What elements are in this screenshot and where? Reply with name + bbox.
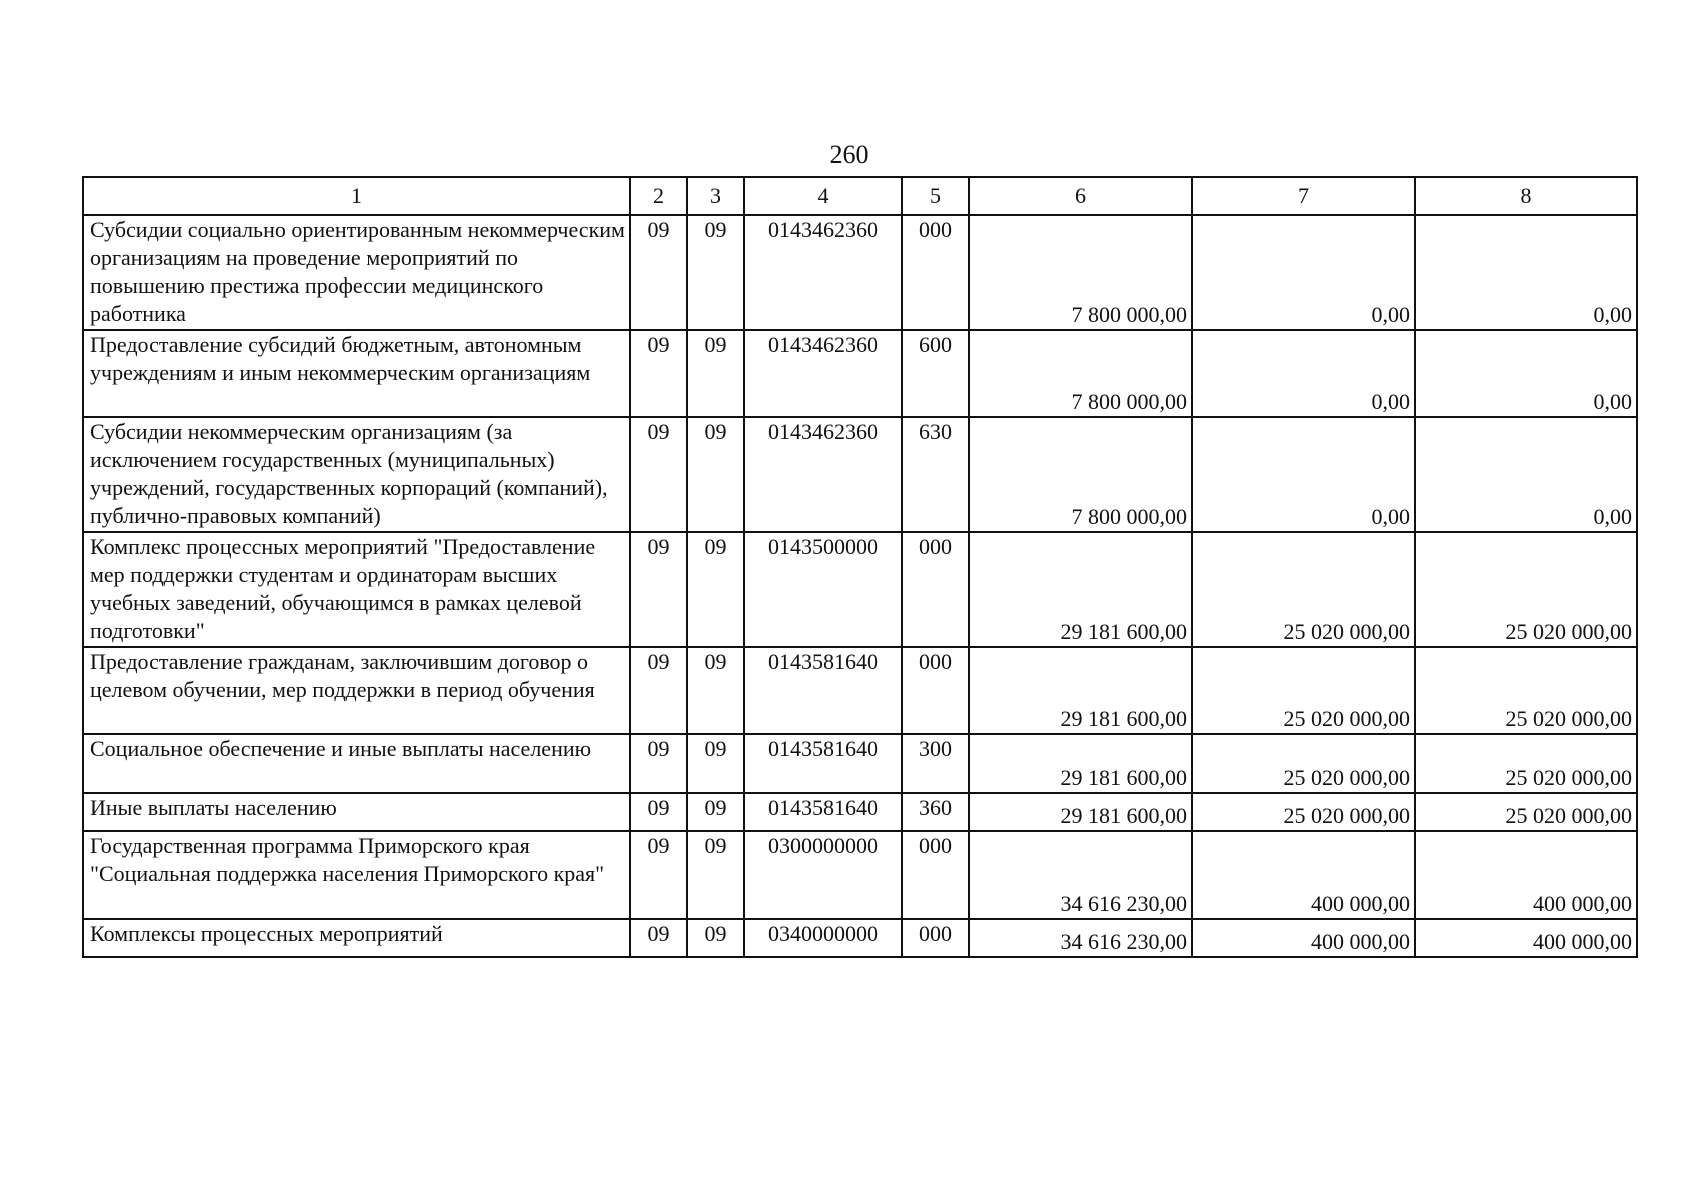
subsection-code: 09 (687, 532, 744, 647)
amount-col6: 29 181 600,00 (969, 647, 1192, 734)
target-article-code: 0143462360 (744, 330, 902, 417)
table-row (83, 417, 1637, 532)
amount-col8: 400 000,00 (1415, 919, 1637, 957)
amount-col7: 0,00 (1192, 215, 1415, 330)
section-code: 09 (630, 734, 687, 793)
subsection-code: 09 (687, 919, 744, 957)
table-row (83, 330, 1637, 417)
amount-col6: 34 616 230,00 (969, 831, 1192, 919)
table-row (83, 919, 1637, 957)
section-code: 09 (630, 215, 687, 330)
amount-col8: 25 020 000,00 (1415, 532, 1637, 647)
section-code: 09 (630, 647, 687, 734)
row-name: Субсидии некоммерческим организациям (за исключением государственных (муниципальных) учреждений, государственных корпораций (компаний), публично-правовых компаний) (83, 417, 630, 532)
table-row (83, 647, 1637, 734)
target-article-code: 0300000000 (744, 831, 902, 919)
target-article-code: 0143462360 (744, 215, 902, 330)
section-code: 09 (630, 417, 687, 532)
amount-col7: 25 020 000,00 (1192, 532, 1415, 647)
target-article-code: 0340000000 (744, 919, 902, 957)
expense-type-code: 000 (902, 647, 969, 734)
page-number: 260 (829, 140, 869, 169)
column-header: 1 (83, 177, 630, 215)
subsection-code: 09 (687, 417, 744, 532)
amount-col6: 29 181 600,00 (969, 734, 1192, 793)
target-article-code: 0143581640 (744, 647, 902, 734)
table-row (83, 831, 1637, 919)
amount-col6: 7 800 000,00 (969, 417, 1192, 532)
column-header: 2 (630, 177, 687, 215)
table-row (83, 215, 1637, 330)
column-header: 5 (902, 177, 969, 215)
target-article-code: 0143581640 (744, 793, 902, 831)
amount-col7: 400 000,00 (1192, 919, 1415, 957)
target-article-code: 0143462360 (744, 417, 902, 532)
expense-type-code: 360 (902, 793, 969, 831)
row-name: Иные выплаты населению (83, 793, 630, 831)
expense-type-code: 300 (902, 734, 969, 793)
amount-col8: 25 020 000,00 (1415, 734, 1637, 793)
amount-col6: 7 800 000,00 (969, 330, 1192, 417)
table-row (83, 793, 1637, 831)
row-name: Субсидии социально ориентированным некоммерческим организациям на проведение мероприятий по повышению престижа профессии медицинского работника (83, 215, 630, 330)
section-code: 09 (630, 831, 687, 919)
amount-col8: 0,00 (1415, 417, 1637, 532)
column-number-header-row (83, 177, 1637, 215)
expense-type-code: 000 (902, 532, 969, 647)
amount-col7: 400 000,00 (1192, 831, 1415, 919)
amount-col7: 25 020 000,00 (1192, 793, 1415, 831)
amount-col6: 34 616 230,00 (969, 919, 1192, 957)
column-header: 8 (1415, 177, 1637, 215)
expense-type-code: 000 (902, 919, 969, 957)
row-name: Социальное обеспечение и иные выплаты населению (83, 734, 630, 793)
subsection-code: 09 (687, 831, 744, 919)
subsection-code: 09 (687, 734, 744, 793)
section-code: 09 (630, 330, 687, 417)
subsection-code: 09 (687, 330, 744, 417)
subsection-code: 09 (687, 793, 744, 831)
row-name: Предоставление субсидий бюджетным, автономным учреждениям и иным некоммерческим организациям (83, 330, 630, 417)
expense-type-code: 000 (902, 215, 969, 330)
amount-col7: 25 020 000,00 (1192, 647, 1415, 734)
table-row (83, 734, 1637, 793)
amount-col7: 0,00 (1192, 417, 1415, 532)
amount-col8: 0,00 (1415, 215, 1637, 330)
amount-col8: 25 020 000,00 (1415, 793, 1637, 831)
subsection-code: 09 (687, 647, 744, 734)
row-name: Государственная программа Приморского края "Социальная поддержка населения Приморского края" (83, 831, 630, 919)
column-header: 6 (969, 177, 1192, 215)
budget-table (82, 176, 1638, 958)
target-article-code: 0143500000 (744, 532, 902, 647)
amount-col6: 29 181 600,00 (969, 793, 1192, 831)
table-row (83, 532, 1637, 647)
target-article-code: 0143581640 (744, 734, 902, 793)
section-code: 09 (630, 919, 687, 957)
section-code: 09 (630, 532, 687, 647)
column-header: 7 (1192, 177, 1415, 215)
amount-col8: 0,00 (1415, 330, 1637, 417)
row-name: Комплекс процессных мероприятий "Предоставление мер поддержки студентам и ординаторам высших учебных заведений, обучающимся в рамках целевой подготовки" (83, 532, 630, 647)
amount-col8: 25 020 000,00 (1415, 647, 1637, 734)
column-header: 3 (687, 177, 744, 215)
amount-col6: 7 800 000,00 (969, 215, 1192, 330)
column-header: 4 (744, 177, 902, 215)
expense-type-code: 000 (902, 831, 969, 919)
row-name: Комплексы процессных мероприятий (83, 919, 630, 957)
section-code: 09 (630, 793, 687, 831)
amount-col6: 29 181 600,00 (969, 532, 1192, 647)
amount-col8: 400 000,00 (1415, 831, 1637, 919)
subsection-code: 09 (687, 215, 744, 330)
amount-col7: 0,00 (1192, 330, 1415, 417)
expense-type-code: 630 (902, 417, 969, 532)
amount-col7: 25 020 000,00 (1192, 734, 1415, 793)
row-name: Предоставление гражданам, заключившим договор о целевом обучении, мер поддержки в период обучения (83, 647, 630, 734)
expense-type-code: 600 (902, 330, 969, 417)
